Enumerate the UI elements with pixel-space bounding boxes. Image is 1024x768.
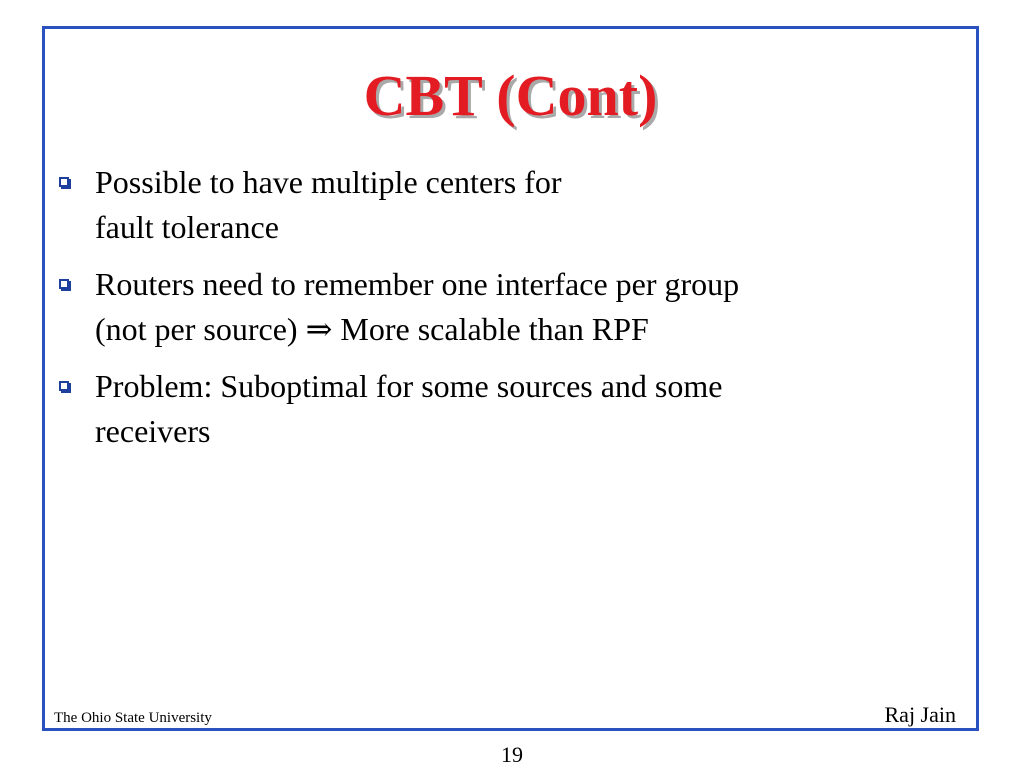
bullet-item-3	[59, 364, 959, 454]
hollow-square-bullet-icon	[59, 381, 69, 391]
bullet-3-line-1: Problem: Suboptimal for some sources and some	[95, 368, 723, 404]
bullet-item-1	[59, 160, 959, 250]
bullet-3-line-2: receivers	[95, 413, 211, 449]
bullet-1-line-1: Possible to have multiple centers for	[95, 164, 562, 200]
bullet-2-line-1: Routers need to remember one interface per group	[95, 266, 740, 302]
page-number: 19	[501, 742, 523, 767]
slide-title: CBT (Cont)	[363, 63, 658, 128]
bullet-2-line-2: (not per source) ⇒ More scalable than RPF	[95, 311, 649, 347]
slide-frame	[42, 26, 979, 731]
bullet-1-line-2: fault tolerance	[95, 209, 279, 245]
bullet-item-2	[59, 262, 959, 352]
footer-author: Raj Jain	[884, 702, 956, 727]
hollow-square-bullet-icon	[59, 279, 69, 289]
bullet-list	[59, 160, 959, 466]
footer-university: The Ohio State University	[54, 710, 212, 726]
hollow-square-bullet-icon	[59, 177, 69, 187]
